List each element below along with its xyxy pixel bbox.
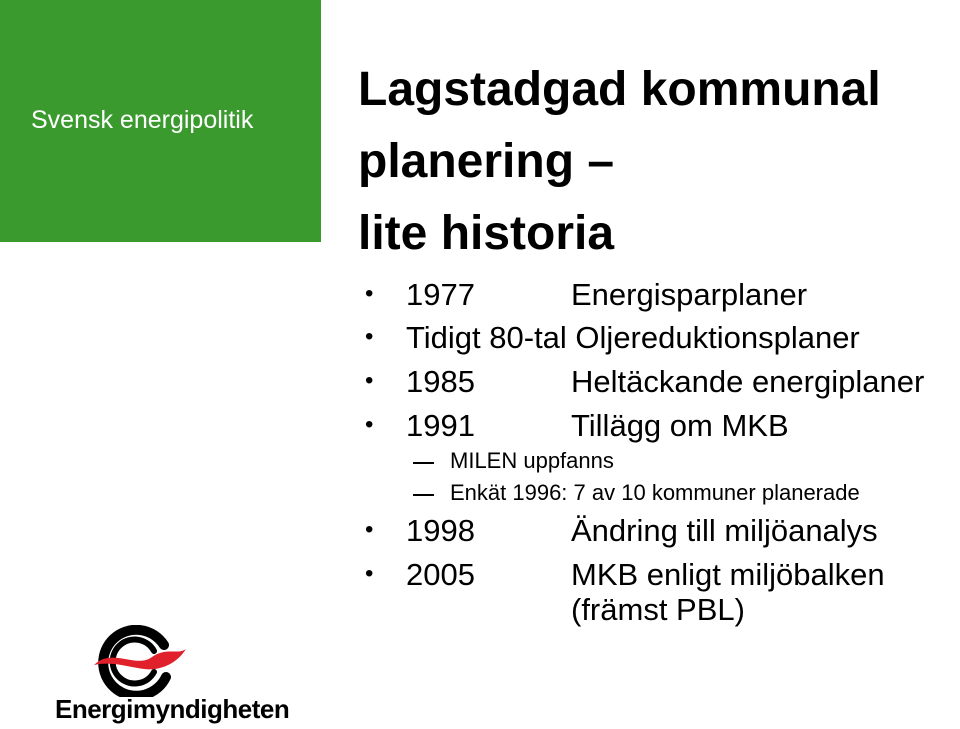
dash-icon: [413, 462, 434, 464]
item-year: 2005: [406, 557, 475, 592]
item-year: 1991: [406, 408, 475, 443]
bullet-icon: •: [365, 323, 374, 350]
item-text: Ändring till miljöanalys: [571, 513, 878, 548]
bullet-icon: •: [365, 560, 374, 587]
title-line-2: planering –: [358, 135, 615, 188]
title-line-1: Lagstadgad kommunal: [358, 63, 881, 116]
item-year: 1977: [406, 277, 475, 312]
section-banner: [0, 0, 321, 242]
slide-title: [358, 54, 948, 270]
sub-item: Enkät 1996: 7 av 10 kommuner planerade: [450, 480, 860, 505]
logo-wordmark: Energimyndigheten: [55, 694, 290, 724]
title-line-3: lite historia: [358, 207, 615, 260]
item-text-continued: (främst PBL): [571, 592, 745, 627]
section-label: Svensk energipolitik: [31, 106, 254, 134]
bullet-icon: •: [365, 280, 374, 307]
sub-item: MILEN uppfanns: [450, 448, 614, 473]
item-text: MKB enligt miljöbalken: [571, 557, 885, 592]
bullet-icon: •: [365, 516, 374, 543]
dash-icon: [413, 494, 434, 496]
item-year: 1985: [406, 364, 475, 399]
item-text: Energisparplaner: [571, 277, 808, 312]
item-text: Heltäckande energiplaner: [571, 364, 925, 399]
bullet-icon: •: [365, 367, 374, 394]
energimyndigheten-logo-icon: [54, 625, 204, 697]
item-text: Tillägg om MKB: [571, 408, 789, 443]
item-text: Tidigt 80-tal Oljereduktionsplaner: [406, 320, 860, 355]
item-year: 1998: [406, 513, 475, 548]
bullet-icon: •: [365, 411, 374, 438]
